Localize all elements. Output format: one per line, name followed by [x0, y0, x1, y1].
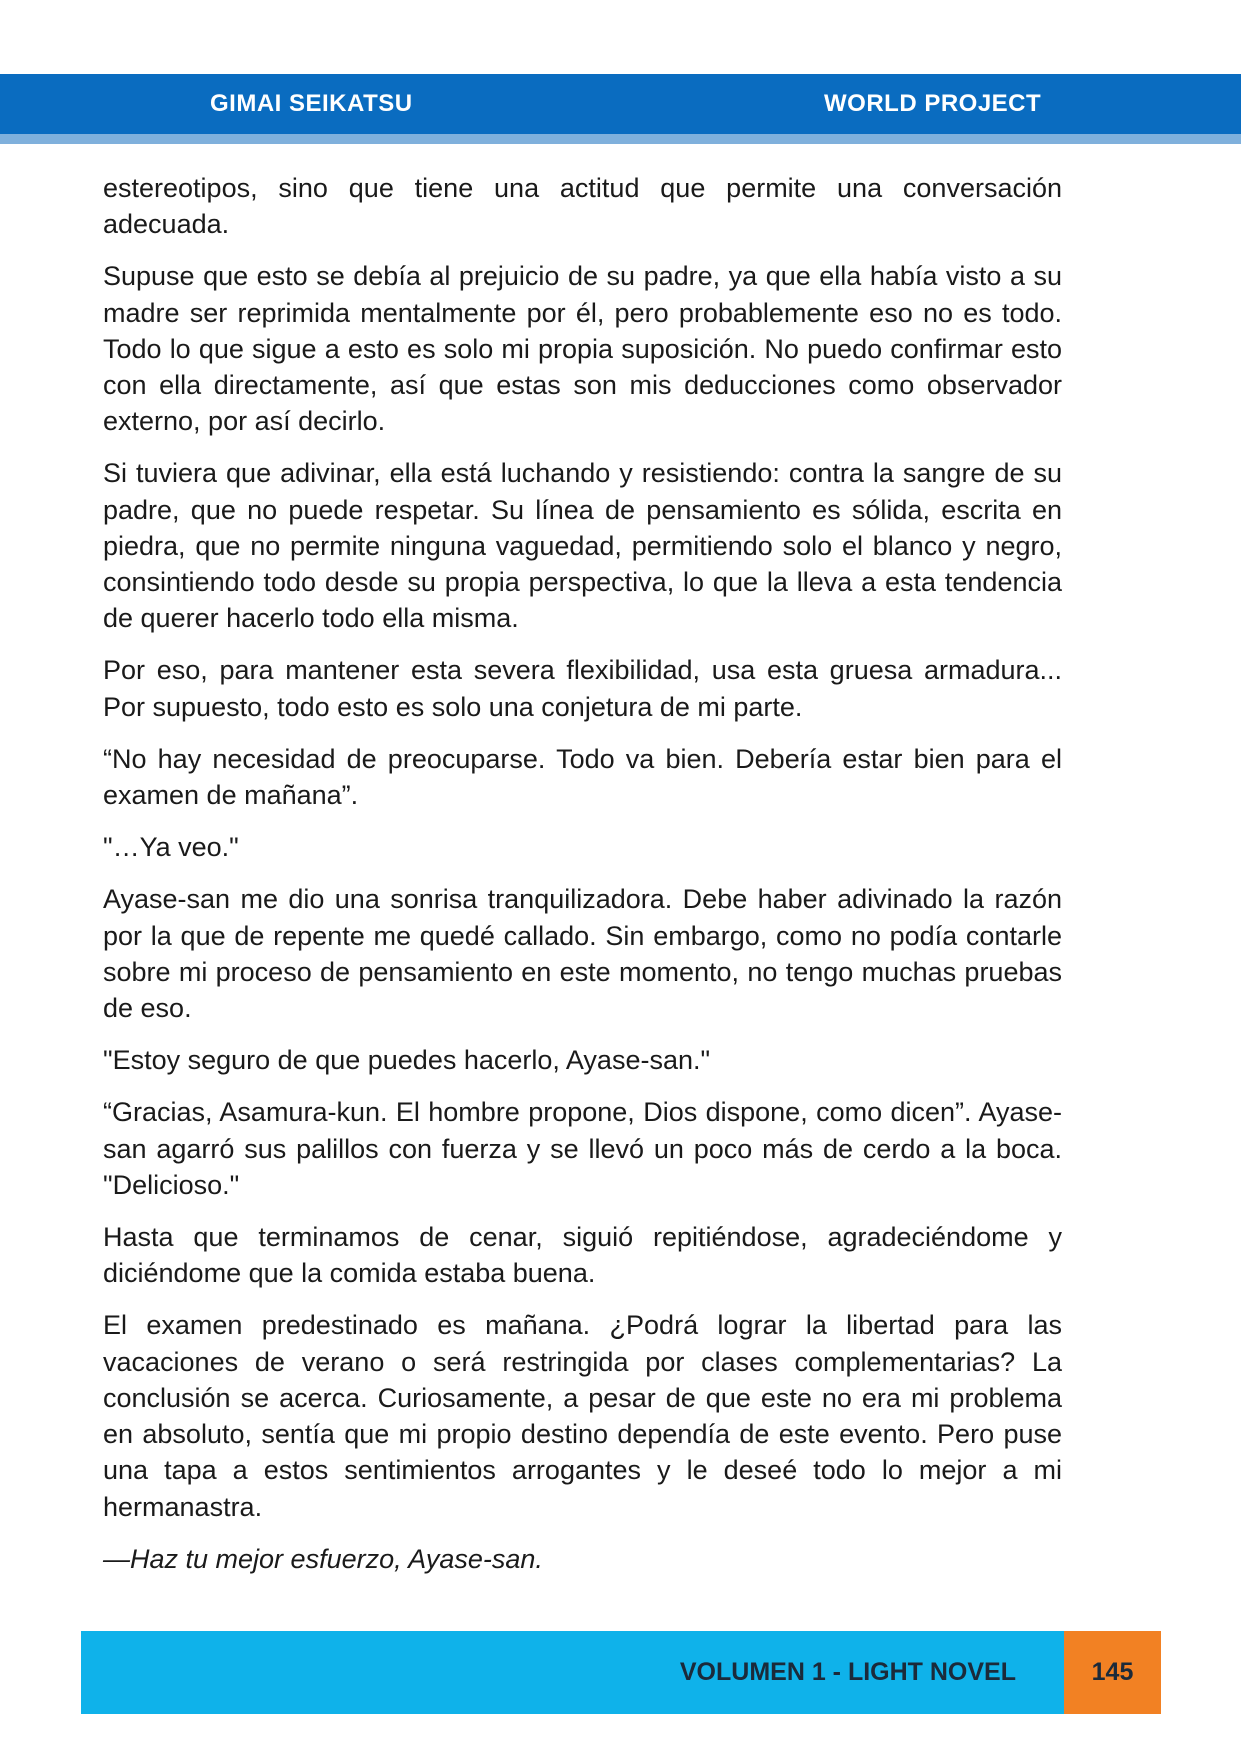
paragraph: Por eso, para mantener esta severa flexibilidad, usa esta gruesa armadura... Por supuesto, todo esto es solo una conjetura de mi parte. [103, 655, 1062, 722]
paragraph: Supuse que esto se debía al prejuicio de su padre, ya que ella había visto a su madre ser reprimida mentalmente por él, pero probablemente eso no es todo. Todo lo que sigue a esto es solo mi propia suposición. No puedo confirmar esto con ella directamente, así que estas son mis deducciones como observador externo, por así decirlo. [103, 261, 1062, 437]
footer-volume-label: VOLUMEN 1 - LIGHT NOVEL [679, 1658, 1016, 1686]
header-series-title: GIMAI SEIKATSU [210, 90, 413, 117]
paragraph: estereotipos, sino que tiene una actitud que permite una conversación adecuada. [103, 173, 1062, 240]
paragraph: “No hay necesidad de preocuparse. Todo va bien. Debería estar bien para el examen de mañana”. [103, 743, 1062, 811]
paragraph: "Estoy seguro de que puedes hacerlo, Ayase-san." [103, 1045, 711, 1076]
closing-line: —Haz tu mejor esfuerzo, Ayase-san. [103, 1543, 543, 1574]
page-number: 145 [1064, 1631, 1161, 1714]
paragraph: Ayase-san me dio una sonrisa tranquilizadora. Debe haber adivinado la razón por la que de repente me quedé callado. Sin embargo, como no podía contarle sobre mi proceso de pensamiento en este momento, no tengo muchas pruebas de eso. [103, 884, 1062, 1024]
page-footer [81, 1631, 1161, 1714]
header-divider [0, 134, 1241, 144]
paragraph: Hasta que terminamos de cenar, siguió repitiéndose, agradeciéndome y diciéndome que la comida estaba buena. [103, 1222, 1062, 1289]
paragraph: “Gracias, Asamura-kun. El hombre propone, Dios dispone, como dicen”. Ayase-san agarró sus palillos con fuerza y se llevó un poco más de cerdo a la boca. "Delicioso." [103, 1097, 1062, 1200]
paragraph: Si tuviera que adivinar, ella está luchando y resistiendo: contra la sangre de su padre, que no puede respetar. Su línea de pensamiento es sólida, escrita en piedra, que no permite ninguna vaguedad, permitiendo solo el blanco y negro, consintiendo todo desde su propia perspectiva, lo que la lleva a esta tendencia de querer hacerlo todo ella misma. [103, 458, 1062, 634]
page-header [0, 74, 1241, 134]
header-publisher: WORLD PROJECT [824, 90, 1042, 117]
body-text [103, 170, 1062, 1593]
paragraph: "…Ya veo." [103, 832, 239, 863]
paragraph: El examen predestinado es mañana. ¿Podrá lograr la libertad para las vacaciones de verano o será restringida por clases complementarias? La conclusión se acerca. Curiosamente, a pesar de que este no era mi problema en absoluto, sentía que mi propio destino dependía de este evento. Pero puse una tapa a estos sentimientos arrogantes y le deseé todo lo mejor a mi hermanastra. [103, 1310, 1062, 1522]
